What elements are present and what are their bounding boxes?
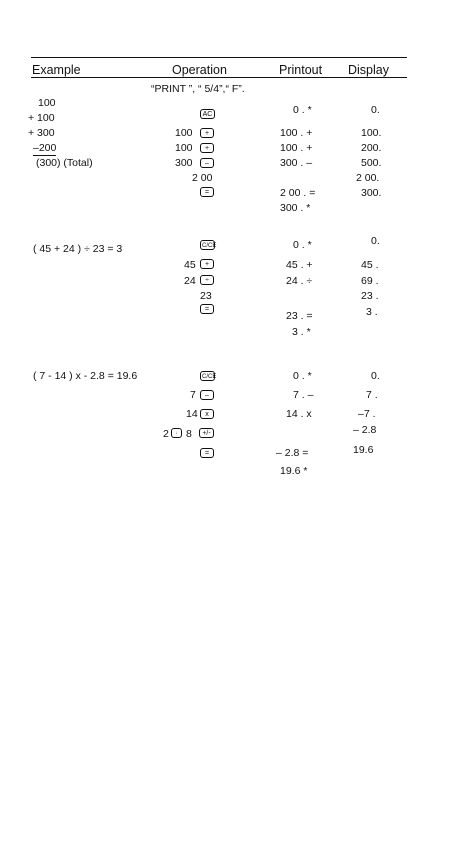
ex2-print-4: 23 . =	[286, 310, 313, 322]
ex2-display-4: 23 .	[361, 290, 379, 302]
times-key: x	[200, 409, 214, 419]
ex2-display-5: 3 .	[366, 306, 378, 318]
equals-key: =	[200, 448, 214, 458]
ex1-display-6: 300.	[361, 187, 382, 199]
ex1-print-1: 0 . *	[293, 104, 312, 116]
ex1-print-4: 300 . –	[280, 157, 313, 169]
top-rule	[31, 57, 407, 58]
ex1-print-2: 100 . +	[280, 127, 313, 139]
ex1-op-4: 2 00	[192, 172, 213, 184]
ex3-op-4: 8	[186, 428, 192, 440]
plus-key: +	[200, 128, 214, 138]
ex3-expression: ( 7 - 14 ) x - 2.8 = 19.6	[33, 370, 138, 382]
ex1-line-4: –200	[33, 142, 57, 154]
ex2-print-1: 0 . *	[293, 239, 312, 251]
ex2-op-2: 24	[184, 275, 196, 287]
decimal-point-key: ·	[171, 428, 182, 438]
ex1-op-2: 100	[175, 142, 193, 154]
minus-key: –	[200, 390, 214, 400]
ex1-op-3: 300	[175, 157, 193, 169]
ex1-display-3: 200.	[361, 142, 382, 154]
ex1-line-2: + 100	[28, 112, 55, 124]
sign-change-key: +/-	[199, 428, 214, 438]
ex2-expression: ( 45 + 24 ) ÷ 23 = 3	[33, 243, 123, 255]
header-printout: Printout	[279, 63, 323, 77]
ex3-display-3: –7 .	[358, 408, 376, 420]
ex3-op-2: 14	[186, 408, 198, 420]
ex1-line-3: + 300	[28, 127, 55, 139]
ex2-op-3: 23	[200, 290, 212, 302]
ex2-display-1: 0.	[371, 235, 380, 247]
ex2-op-1: 45	[184, 259, 196, 271]
ex1-total-underline	[33, 155, 56, 156]
ex3-print-5: 19.6 *	[280, 465, 308, 477]
header-rule	[31, 77, 407, 78]
ex1-display-1: 0.	[371, 104, 380, 116]
ex2-print-3: 24 . ÷	[286, 275, 313, 287]
ex1-display-4: 500.	[361, 157, 382, 169]
header-display: Display	[348, 63, 389, 77]
ex3-display-5: 19.6	[353, 444, 374, 456]
ex1-display-2: 100.	[361, 127, 382, 139]
clear-entry-key: C/CE	[200, 240, 215, 250]
ex2-print-5: 3 . *	[292, 326, 311, 338]
equals-key: =	[200, 187, 214, 197]
ex3-print-1: 0 . *	[293, 370, 312, 382]
header-example: Example	[32, 63, 81, 77]
ex2-display-3: 69 .	[361, 275, 379, 287]
ex3-print-4: – 2.8 =	[276, 447, 309, 459]
ex1-line-5: (300) (Total)	[36, 157, 93, 169]
plus-key: +	[200, 259, 214, 269]
ex3-display-1: 0.	[371, 370, 380, 382]
ex3-op-1: 7	[190, 389, 196, 401]
ex3-print-3: 14 . x	[286, 408, 312, 420]
minus-key: –	[200, 158, 214, 168]
ex2-display-2: 45 .	[361, 259, 379, 271]
ex1-print-3: 100 . +	[280, 142, 313, 154]
ex1-print-5: 2 00 . =	[280, 187, 316, 199]
plus-key: +	[200, 143, 214, 153]
header-operation: Operation	[172, 63, 227, 77]
ac-key: AC	[200, 109, 215, 119]
setting-note: “PRINT ”, “ 5/4”,“ F”.	[151, 83, 245, 95]
divide-key: ÷	[200, 275, 214, 285]
clear-entry-key: C/CE	[200, 371, 215, 381]
equals-key: =	[200, 304, 214, 314]
ex1-op-1: 100	[175, 127, 193, 139]
ex3-display-4: – 2.8	[353, 424, 377, 436]
ex1-line-1: 100	[38, 97, 56, 109]
ex3-display-2: 7 .	[366, 389, 378, 401]
ex3-print-2: 7 . –	[293, 389, 314, 401]
ex3-op-3: 2	[163, 428, 169, 440]
ex2-print-2: 45 . +	[286, 259, 313, 271]
ex1-display-5: 2 00.	[356, 172, 380, 184]
ex1-print-6: 300 . *	[280, 202, 311, 214]
